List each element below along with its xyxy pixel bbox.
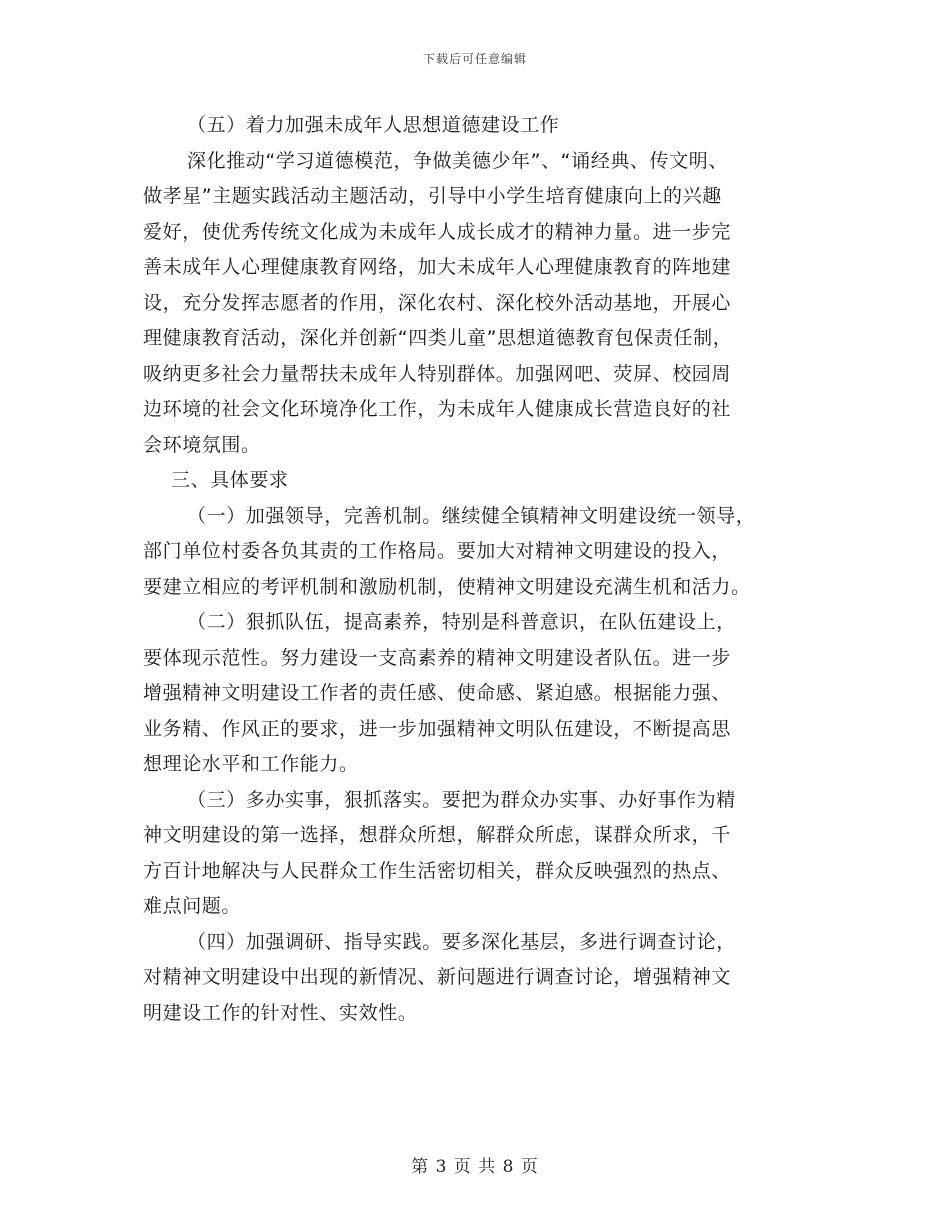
- section-heading-5: （五）着力加强未成年人思想道德建设工作: [187, 114, 560, 136]
- section-heading-3: 三、具体要求: [171, 469, 289, 491]
- paragraph-line: 业务精、作风正的要求，进一步加强精神文明队伍建设，不断提高思: [143, 717, 732, 740]
- paragraph-line: 部门单位村委各负其责的工作格局。要加大对精神文明建设的投入，: [143, 540, 732, 562]
- paragraph-line: （二）狠抓队伍，提高素养，特别是科普意识，在队伍建设上，: [187, 611, 736, 633]
- paragraph-line: 难点问题。: [143, 895, 242, 917]
- paragraph-line: 理健康教育活动，深化并创新“四类儿童”思想道德教育包保责任制，: [143, 327, 733, 349]
- paragraph-line: 设，充分发挥志愿者的作用，深化农村、深化校外活动基地，开展心: [143, 291, 732, 314]
- page-number: 第 3 页 共 8 页: [411, 1157, 539, 1177]
- paragraph-line: 想理论水平和工作能力。: [143, 753, 359, 775]
- paragraph-line: 神文明建设的第一选择，想群众所想，解群众所虑，谋群众所求，千: [143, 824, 732, 846]
- paragraph-line: （三）多办实事，狠抓落实。要把为群众办实事、办好事作为精: [187, 788, 736, 811]
- paragraph-line: （四）加强调研、指导实践。要多深化基层，多进行调查讨论，: [187, 930, 736, 953]
- paragraph-line: 要体现示范性。努力建设一支高素养的精神文明建设者队伍。进一步: [143, 646, 732, 669]
- paragraph-line: 做孝星”主题实践活动主题活动，引导中小学生培育健康向上的兴趣: [143, 185, 722, 207]
- paragraph-line: 吸纳更多社会力量帮扶未成年人特别群体。加强网吧、荧屏、校园周: [143, 362, 732, 385]
- paragraph-line: 增强精神文明建设工作者的责任感、使命感、紧迫感。根据能力强、: [143, 682, 732, 704]
- paragraph-line: 会环境氛围。: [143, 433, 261, 456]
- page-header: 下载后可任意编辑: [422, 52, 527, 66]
- paragraph-line: 要建立相应的考评机制和激励机制，使精神文明建设充满生机和活力。: [143, 575, 751, 598]
- document-body: [143, 108, 813, 1031]
- paragraph-line: 对精神文明建设中出现的新情况、新问题进行调查讨论，增强精神文: [143, 966, 732, 988]
- paragraph-line: 边环境的社会文化环境净化工作，为未成年人健康成长营造良好的社: [143, 398, 732, 420]
- paragraph-line: （一）加强领导，完善机制。继续健全镇精神文明建设统一领导，: [187, 504, 756, 527]
- paragraph-line: 爱好，使优秀传统文化成为未成年人成长成才的精神力量。进一步完: [143, 220, 732, 243]
- paragraph-line: 明建设工作的针对性、实效性。: [143, 1001, 418, 1024]
- paragraph-line: 方百计地解决与人民群众工作生活密切相关，群众反映强烈的热点、: [143, 859, 732, 882]
- paragraph-line: 深化推动“学习道德模范，争做美德少年”、“诵经典、传文明、: [187, 149, 728, 172]
- paragraph-line: 善未成年人心理健康教育网络，加大未成年人心理健康教育的阵地建: [143, 256, 732, 278]
